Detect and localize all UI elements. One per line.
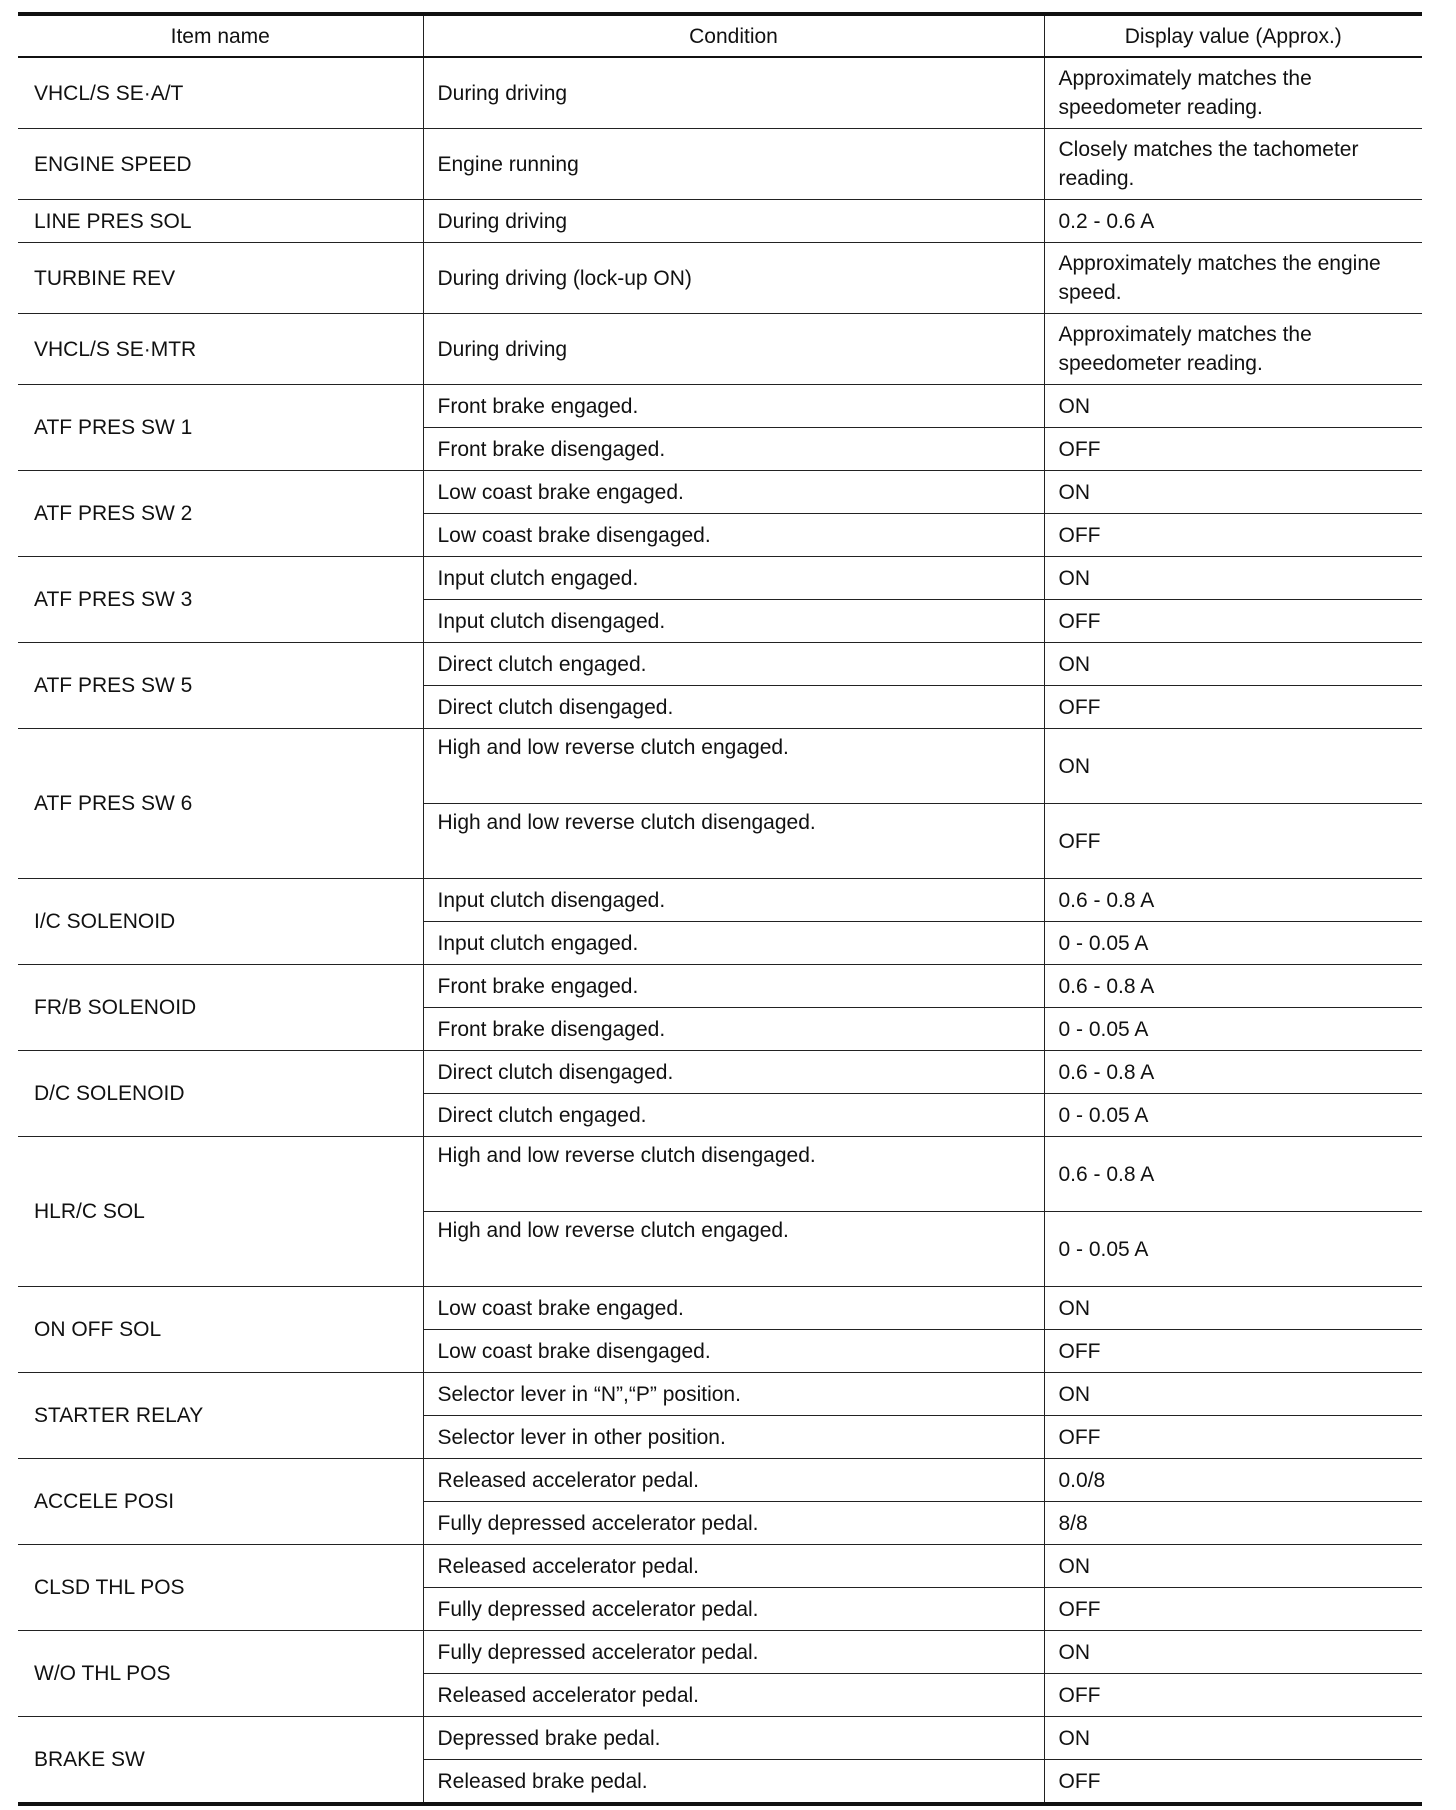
table-row bbox=[18, 643, 1422, 686]
table-row bbox=[18, 879, 1422, 922]
display-value-cell: ON bbox=[1044, 385, 1422, 428]
condition-cell: Input clutch engaged. bbox=[423, 922, 1044, 965]
condition-cell: Fully depressed accelerator pedal. bbox=[423, 1502, 1044, 1545]
item-name-cell: FR/B SOLENOID bbox=[18, 965, 423, 1051]
display-value-cell: OFF bbox=[1044, 1588, 1422, 1631]
condition-cell: Direct clutch disengaged. bbox=[423, 686, 1044, 729]
display-value-cell: 0.6 - 0.8 A bbox=[1044, 879, 1422, 922]
table-row bbox=[18, 1459, 1422, 1502]
condition-cell: Input clutch disengaged. bbox=[423, 600, 1044, 643]
table-body bbox=[18, 57, 1422, 1804]
display-value-cell: 0 - 0.05 A bbox=[1044, 1094, 1422, 1137]
item-name-cell: CLSD THL POS bbox=[18, 1545, 423, 1631]
condition-cell: Direct clutch engaged. bbox=[423, 1094, 1044, 1137]
display-value-cell: OFF bbox=[1044, 1330, 1422, 1373]
table-row bbox=[18, 1717, 1422, 1760]
condition-cell: Engine running bbox=[423, 129, 1044, 200]
display-value-cell: ON bbox=[1044, 1545, 1422, 1588]
item-name-cell: ENGINE SPEED bbox=[18, 129, 423, 200]
table-row bbox=[18, 1545, 1422, 1588]
condition-cell: High and low reverse clutch disengaged. bbox=[423, 1137, 1044, 1212]
display-value-cell: 0 - 0.05 A bbox=[1044, 1008, 1422, 1051]
condition-cell: Fully depressed accelerator pedal. bbox=[423, 1631, 1044, 1674]
condition-cell: Front brake disengaged. bbox=[423, 1008, 1044, 1051]
table-row bbox=[18, 965, 1422, 1008]
table-row bbox=[18, 1373, 1422, 1416]
condition-cell: Depressed brake pedal. bbox=[423, 1717, 1044, 1760]
display-value-cell: 8/8 bbox=[1044, 1502, 1422, 1545]
display-value-cell: OFF bbox=[1044, 1760, 1422, 1805]
condition-cell: Low coast brake disengaged. bbox=[423, 514, 1044, 557]
table-row bbox=[18, 1631, 1422, 1674]
item-name-cell: ATF PRES SW 1 bbox=[18, 385, 423, 471]
table-row bbox=[18, 729, 1422, 804]
display-value-cell: ON bbox=[1044, 557, 1422, 600]
condition-cell: Front brake disengaged. bbox=[423, 428, 1044, 471]
item-name-cell: BRAKE SW bbox=[18, 1717, 423, 1805]
condition-cell: Fully depressed accelerator pedal. bbox=[423, 1588, 1044, 1631]
display-value-cell: 0.0/8 bbox=[1044, 1459, 1422, 1502]
condition-cell: During driving bbox=[423, 314, 1044, 385]
display-value-cell: OFF bbox=[1044, 686, 1422, 729]
display-value-cell: OFF bbox=[1044, 1674, 1422, 1717]
display-value-cell: OFF bbox=[1044, 804, 1422, 879]
display-value-cell: Approximately matches the engine speed. bbox=[1044, 243, 1422, 314]
item-name-cell: I/C SOLENOID bbox=[18, 879, 423, 965]
item-name-cell: ACCELE POSI bbox=[18, 1459, 423, 1545]
header-item-name: Item name bbox=[18, 14, 423, 57]
condition-cell: Input clutch engaged. bbox=[423, 557, 1044, 600]
display-value-cell: ON bbox=[1044, 1717, 1422, 1760]
condition-cell: Released accelerator pedal. bbox=[423, 1545, 1044, 1588]
condition-cell: During driving bbox=[423, 200, 1044, 243]
condition-cell: During driving (lock-up ON) bbox=[423, 243, 1044, 314]
condition-cell: Released brake pedal. bbox=[423, 1760, 1044, 1805]
table-row bbox=[18, 243, 1422, 314]
spec-sheet bbox=[18, 12, 1422, 1806]
data-monitor-table bbox=[18, 12, 1422, 1806]
item-name-cell: TURBINE REV bbox=[18, 243, 423, 314]
header-row bbox=[18, 14, 1422, 57]
condition-cell: Input clutch disengaged. bbox=[423, 879, 1044, 922]
item-name-cell: ATF PRES SW 5 bbox=[18, 643, 423, 729]
condition-cell: Released accelerator pedal. bbox=[423, 1459, 1044, 1502]
item-name-cell: VHCL/S SE·A/T bbox=[18, 57, 423, 129]
condition-cell: Low coast brake disengaged. bbox=[423, 1330, 1044, 1373]
display-value-cell: ON bbox=[1044, 1373, 1422, 1416]
display-value-cell: ON bbox=[1044, 643, 1422, 686]
condition-cell: Front brake engaged. bbox=[423, 965, 1044, 1008]
item-name-cell: STARTER RELAY bbox=[18, 1373, 423, 1459]
display-value-cell: OFF bbox=[1044, 1416, 1422, 1459]
item-name-cell: D/C SOLENOID bbox=[18, 1051, 423, 1137]
display-value-cell: ON bbox=[1044, 1631, 1422, 1674]
condition-cell: Released accelerator pedal. bbox=[423, 1674, 1044, 1717]
condition-cell: Selector lever in “N”,“P” position. bbox=[423, 1373, 1044, 1416]
display-value-cell: OFF bbox=[1044, 428, 1422, 471]
table-row bbox=[18, 129, 1422, 200]
display-value-cell: OFF bbox=[1044, 514, 1422, 557]
condition-cell: High and low reverse clutch engaged. bbox=[423, 729, 1044, 804]
display-value-cell: OFF bbox=[1044, 600, 1422, 643]
header-condition: Condition bbox=[423, 14, 1044, 57]
condition-cell: Low coast brake engaged. bbox=[423, 1287, 1044, 1330]
display-value-cell: Approximately matches the speedometer reading. bbox=[1044, 57, 1422, 129]
display-value-cell: ON bbox=[1044, 729, 1422, 804]
item-name-cell: LINE PRES SOL bbox=[18, 200, 423, 243]
table-row bbox=[18, 314, 1422, 385]
table-row bbox=[18, 1051, 1422, 1094]
item-name-cell: HLR/C SOL bbox=[18, 1137, 423, 1287]
condition-cell: Front brake engaged. bbox=[423, 385, 1044, 428]
header-display-value: Display value (Approx.) bbox=[1044, 14, 1422, 57]
table-row bbox=[18, 1137, 1422, 1212]
display-value-cell: 0.6 - 0.8 A bbox=[1044, 1051, 1422, 1094]
item-name-cell: ATF PRES SW 3 bbox=[18, 557, 423, 643]
item-name-cell: VHCL/S SE·MTR bbox=[18, 314, 423, 385]
condition-cell: Low coast brake engaged. bbox=[423, 471, 1044, 514]
display-value-cell: 0.6 - 0.8 A bbox=[1044, 1137, 1422, 1212]
condition-cell: Selector lever in other position. bbox=[423, 1416, 1044, 1459]
table-row bbox=[18, 1287, 1422, 1330]
table-row bbox=[18, 200, 1422, 243]
table-row bbox=[18, 57, 1422, 129]
condition-cell: Direct clutch engaged. bbox=[423, 643, 1044, 686]
condition-cell: High and low reverse clutch engaged. bbox=[423, 1212, 1044, 1287]
display-value-cell: Approximately matches the speedometer reading. bbox=[1044, 314, 1422, 385]
display-value-cell: 0 - 0.05 A bbox=[1044, 1212, 1422, 1287]
item-name-cell: ATF PRES SW 6 bbox=[18, 729, 423, 879]
item-name-cell: W/O THL POS bbox=[18, 1631, 423, 1717]
condition-cell: High and low reverse clutch disengaged. bbox=[423, 804, 1044, 879]
table-row bbox=[18, 557, 1422, 600]
display-value-cell: 0.2 - 0.6 A bbox=[1044, 200, 1422, 243]
item-name-cell: ATF PRES SW 2 bbox=[18, 471, 423, 557]
table-row bbox=[18, 385, 1422, 428]
display-value-cell: 0 - 0.05 A bbox=[1044, 922, 1422, 965]
display-value-cell: ON bbox=[1044, 1287, 1422, 1330]
item-name-cell: ON OFF SOL bbox=[18, 1287, 423, 1373]
display-value-cell: 0.6 - 0.8 A bbox=[1044, 965, 1422, 1008]
condition-cell: Direct clutch disengaged. bbox=[423, 1051, 1044, 1094]
display-value-cell: Closely matches the tachometer reading. bbox=[1044, 129, 1422, 200]
condition-cell: During driving bbox=[423, 57, 1044, 129]
table-row bbox=[18, 471, 1422, 514]
display-value-cell: ON bbox=[1044, 471, 1422, 514]
